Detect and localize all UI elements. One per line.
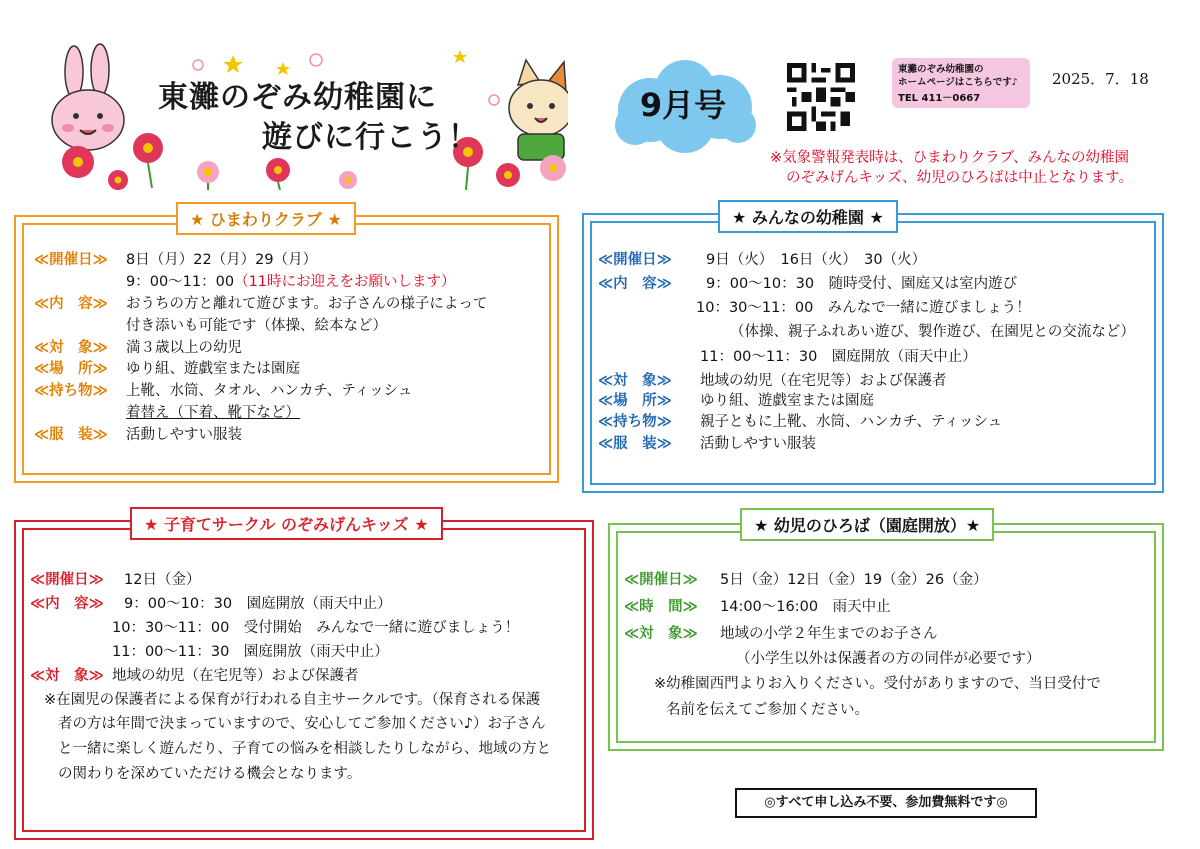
himawari-row: ≪内 容≫ おうちの方と離れて遊びます。お子さんの様子によって xyxy=(34,296,488,312)
kids-row: ≪対 象≫ 地域の幼児（在宅児等）および保護者 xyxy=(30,668,359,684)
himawari-row: ≪対 象≫ 満３歳以上の幼児 xyxy=(34,340,242,356)
kids-row: ≪開催日≫ 12日（金） xyxy=(30,572,201,588)
warning-line2: のぞみげんキッズ、幼児のひろばは中止となります。 xyxy=(786,170,1133,186)
minna-row: ≪服 装≫ 活動しやすい服装 xyxy=(598,436,816,452)
kids-note-line: の関わりを深めていただける機会となります。 xyxy=(58,766,362,782)
homepage-note-line1: 東灘のぞみ幼稚園の xyxy=(898,64,984,75)
himawari-row: 付き添いも可能です（体操、絵本など） xyxy=(126,318,387,334)
minna-row: 11：00～11：30 園庭開放（雨天中止） xyxy=(700,349,977,365)
kids-row: 11：00～11：30 園庭開放（雨天中止） xyxy=(112,644,389,660)
hiroba-row: ≪開催日≫ 5日（金）12日（金）19（金）26（金） xyxy=(624,572,988,588)
hiroba-row: （小学生以外は保護者の方の同伴が必要です） xyxy=(736,651,1041,667)
hiroba-note-line: ※幼稚園西門よりお入りください。受付がありますので、当日受付で xyxy=(654,676,1101,692)
homepage-note-line2: ホームページはこちらです♪ xyxy=(898,77,1018,88)
himawari-row: ≪開催日≫ 8日（月）22（月）29（月） xyxy=(34,252,318,268)
warning-line1: ※気象警報発表時は、ひまわりクラブ、みんなの幼稚園 xyxy=(770,150,1129,166)
hiroba-note-line: 名前を伝えてご参加ください。 xyxy=(666,702,869,718)
minna-title: ★ みんなの幼稚園 ★ xyxy=(718,200,898,233)
qr-code[interactable] xyxy=(786,63,856,131)
hiroba-title: ★ 幼児のひろば（園庭開放）★ xyxy=(740,508,994,541)
minna-row: ≪場 所≫ ゆり組、遊戯室または園庭 xyxy=(598,393,874,409)
minna-row: ≪対 象≫ 地域の幼児（在宅児等）および保護者 xyxy=(598,373,947,389)
kids-note-line: 者の方は年間で決まっていますので、安心してご参加ください♪）お子さん xyxy=(58,716,546,732)
himawari-row: ≪場 所≫ ゆり組、遊戯室または園庭 xyxy=(34,361,300,377)
minna-row: ≪開催日≫ 9日（火） 16日（火） 30（火） xyxy=(598,252,927,268)
kids-row: 10：30～11：00 受付開始 みんなで一緒に遊びましょう！ xyxy=(112,620,520,636)
minna-row: ≪持ち物≫ 親子ともに上靴、水筒、ハンカチ、ティッシュ xyxy=(598,414,1003,430)
page-title-line2: 遊びに行こう！ xyxy=(262,120,479,155)
free-participation-note: ◎すべて申し込み不要、参加費無料です◎ xyxy=(735,788,1037,818)
minna-row: ≪内 容≫ 9：00～10：30 随時受付、園庭又は室内遊び xyxy=(598,276,1018,292)
kids-note-line: と一緒に楽しく遊んだり、子育ての悩みを相談したりしながら、地域の方と xyxy=(58,741,551,757)
hiroba-row: ≪時 間≫ 14:00～16:00 雨天中止 xyxy=(624,599,891,615)
hiroba-row: ≪対 象≫ 地域の小学２年生までのお子さん xyxy=(624,626,938,642)
kids-row: ≪内 容≫ 9：00～10：30 園庭開放（雨天中止） xyxy=(30,596,392,612)
kids-circle-title: ★ 子育てサークル のぞみげんキッズ ★ xyxy=(130,507,443,540)
himawari-row: ≪服 装≫ 活動しやすい服装 xyxy=(34,427,242,443)
himawari-club-title: ★ ひまわりクラブ ★ xyxy=(176,202,356,235)
issue-date: 2025．7．18 xyxy=(1052,70,1149,88)
kids-note-line: ※在園児の保護者による保育が行われる自主サークルです。（保育される保護 xyxy=(44,692,541,708)
minna-row: 10：30～11：00 みんなで一緒に遊びましょう！ xyxy=(696,300,1031,316)
minna-row: （体操、親子ふれあい遊び、製作遊び、在園児との交流など） xyxy=(730,324,1135,340)
himawari-row: 着替え（下着、靴下など） xyxy=(126,405,300,421)
page-title-line1: 東灘のぞみ幼稚園に xyxy=(158,80,437,115)
himawari-row: 9：00～11：00（11時にお迎えをお願いします） xyxy=(126,274,456,290)
himawari-row: ≪持ち物≫ 上靴、水筒、タオル、ハンカチ、ティッシュ xyxy=(34,383,413,399)
homepage-tel: TEL 411－0667 xyxy=(898,93,981,104)
pickup-note: （11時にお迎えをお願いします） xyxy=(234,274,456,290)
issue-label: 9月号 xyxy=(639,86,727,124)
